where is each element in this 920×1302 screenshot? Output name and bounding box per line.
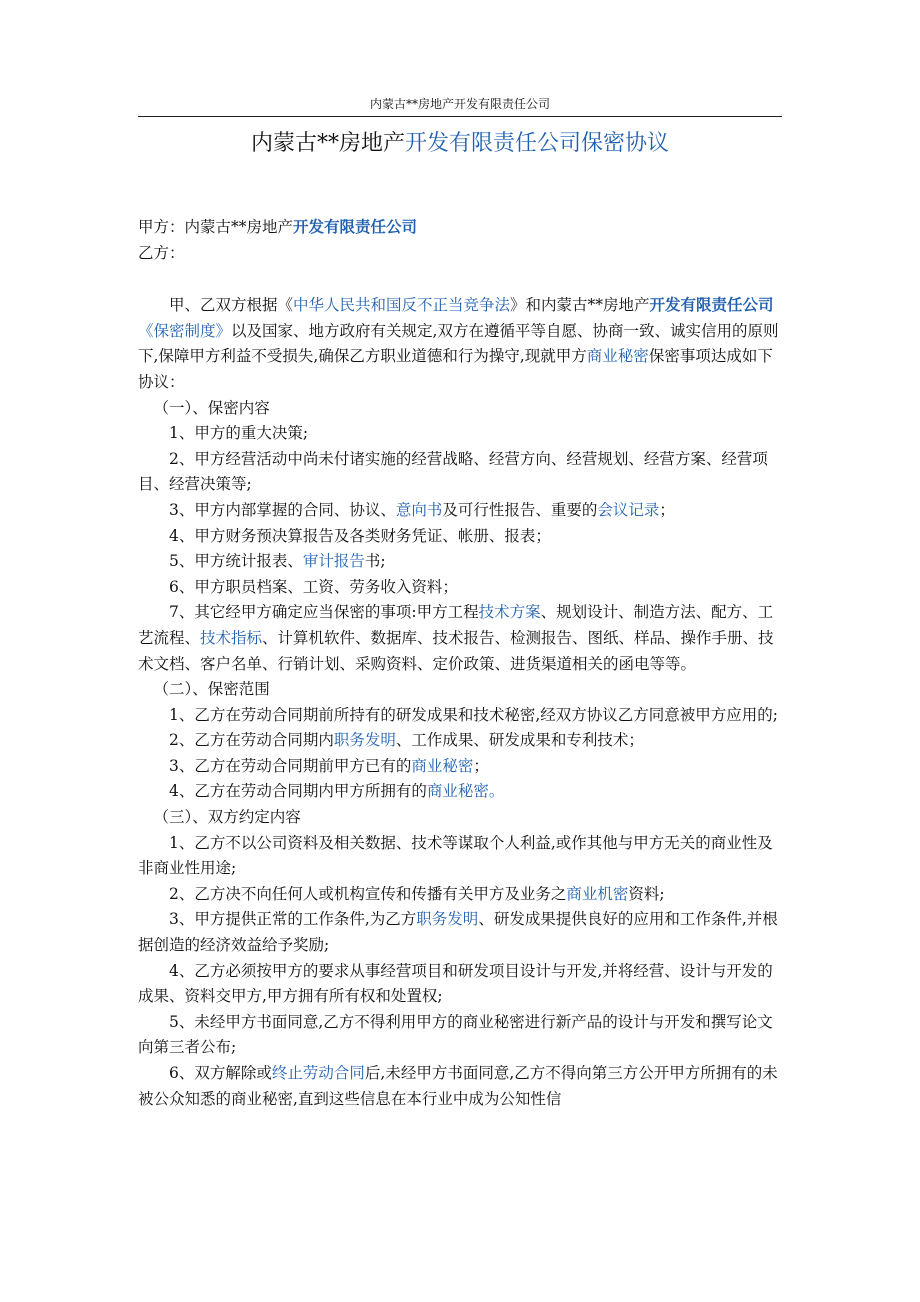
spacer xyxy=(138,266,786,292)
terminate-contract-link[interactable]: 终止劳动合同 xyxy=(271,1064,365,1082)
document-title xyxy=(138,126,782,162)
party-b-line: 乙方： xyxy=(138,243,185,262)
item-text: 7、其它经甲方确定应当保密的事项:甲方工程 xyxy=(169,603,479,622)
item-text: 、规划设计、制造方法、配方、工艺流程、 xyxy=(138,603,774,647)
intro-paragraph xyxy=(138,292,786,395)
item-text: 、工作成果、研发成果和专利技术； xyxy=(395,731,644,750)
section-3-heading: （三）、双方约定内容 xyxy=(153,808,301,827)
page-header: 内蒙古**房地产开发有限责任公司 xyxy=(369,97,550,111)
trade-secret-link[interactable]: 商业秘密 xyxy=(411,756,474,775)
title-link[interactable]: 开发有限责任公司保密协议 xyxy=(405,131,670,156)
intro-text-3: 以及国家、地方政府有关规定,双方在遵循平等自愿、协商一致、诚实信用的原则下,保障甲方利益不受损失,确保乙方职业道德和行为操守,现就甲方 xyxy=(138,321,779,366)
section-1-item-5 xyxy=(138,549,786,575)
item-text: 4、乙方在劳动合同期内甲方所拥有的 xyxy=(169,782,427,801)
section-1-item-2: 2、甲方经营活动中尚未付诸实施的经营战略、经营方向、经营规划、经营方案、经营项目、经营决策等; xyxy=(138,449,768,494)
item-text: 书; xyxy=(364,552,386,571)
party-a-label: 甲方：内蒙古**房地产 xyxy=(138,218,294,236)
technical-index-link[interactable]: 技术指标 xyxy=(200,628,263,647)
intro-text-2: 》和内蒙古**房地产 xyxy=(510,296,650,315)
item-text: 3、甲方内部掌握的合同、协议、 xyxy=(169,500,396,519)
title-part-1: 内蒙古**房地产 xyxy=(250,131,405,156)
business-secret-link[interactable]: 商业机密 xyxy=(566,884,629,903)
audit-report-link[interactable]: 审计报告 xyxy=(302,552,365,571)
item-text: 3、乙方在劳动合同期前甲方已有的 xyxy=(169,756,412,775)
section-3-item-1: 1、乙方不以公司资料及相关数据、技术等谋取个人利益,或作其他与甲方无关的商业性及非商业性用途; xyxy=(138,833,773,878)
meeting-minutes-link[interactable]: 会议记录 xyxy=(597,500,660,519)
section-1-item-1: 1、甲方的重大决策; xyxy=(169,424,309,443)
company-link[interactable]: 开发有限责任公司 xyxy=(649,295,774,315)
item-text: 及可行性报告、重要的 xyxy=(442,500,598,519)
section-2-heading: （二）、保密范围 xyxy=(153,680,270,699)
party-a-line xyxy=(138,214,786,241)
section-1-item-3 xyxy=(138,498,786,524)
item-text: ； xyxy=(659,500,675,519)
section-1-heading: （一）、保密内容 xyxy=(153,398,270,417)
party-a-link[interactable]: 开发有限责任公司 xyxy=(293,217,418,236)
section-3-item-4: 4、乙方必须按甲方的要求从事经营项目和研发项目设计与开发,并将经营、设计与开发的成果、资料交甲方,甲方拥有所有权和处置权; xyxy=(138,961,773,1006)
item-text: 3、甲方提供正常的工作条件,为乙方 xyxy=(169,910,417,929)
section-2-item-4 xyxy=(138,779,786,805)
technical-plan-link[interactable]: 技术方案 xyxy=(478,603,541,622)
trade-secret-link[interactable]: 商业秘密。 xyxy=(426,782,505,801)
section-2-item-1: 1、乙方在劳动合同期前所持有的研发成果和技术秘密,经双方协议乙方同意被甲方应用的; xyxy=(169,705,779,724)
intro-text-1: 甲、乙双方根据《 xyxy=(169,296,294,315)
section-3-item-5: 5、未经甲方书面同意,乙方不得利用甲方的商业秘密进行新产品的设计与开发和撰写论文向第三者公布; xyxy=(138,1012,773,1057)
section-3-item-6 xyxy=(138,1061,786,1112)
section-2-item-2 xyxy=(138,728,786,754)
section-3-item-2 xyxy=(138,882,786,908)
item-text: 2、乙方决不向任何人或机构宣传和传播有关甲方及业务之 xyxy=(169,884,567,903)
item-text: 6、双方解除或 xyxy=(169,1064,272,1082)
item-text: 后,未经甲方书面同意,乙方不得向第三方公开甲方所拥有的未被公众知悉的商业秘密,直到这些信息在本行业中成为公知性信 xyxy=(138,1064,778,1108)
section-3-item-3 xyxy=(138,907,786,958)
document-body xyxy=(138,214,786,1112)
section-1-item-7 xyxy=(138,600,786,677)
item-text: ； xyxy=(473,756,489,775)
item-text: 资料; xyxy=(628,884,665,903)
law-link[interactable]: 中华人民共和国反不正当竞争法 xyxy=(293,296,511,315)
item-text: 、计算机软件、数据库、技术报告、检测报告、图纸、样品、操作手册、技术文档、客户名单、行销计划、采购资料、定价政策、进货渠道相关的函电等等。 xyxy=(138,628,774,673)
section-1-item-6: 6、甲方职员档案、工资、劳务收入资料； xyxy=(169,577,458,596)
service-invention-link[interactable]: 职务发明 xyxy=(333,731,396,750)
letter-of-intent-link[interactable]: 意向书 xyxy=(395,500,443,519)
item-text: 2、乙方在劳动合同期内 xyxy=(169,731,334,750)
policy-link[interactable]: 《保密制度》 xyxy=(138,321,232,340)
header-divider xyxy=(138,116,782,117)
section-1-item-4: 4、甲方财务预决算报告及各类财务凭证、帐册、报表； xyxy=(169,526,551,545)
section-2-item-3 xyxy=(138,754,786,780)
intro-text-4: 保密事项达成如下协议： xyxy=(138,347,773,391)
service-invention-link[interactable]: 职务发明 xyxy=(416,910,479,929)
item-text: 、研发成果提供良好的应用和工作条件,并根据创造的经济效益给予奖励; xyxy=(138,910,778,955)
trade-secret-link[interactable]: 商业秘密 xyxy=(586,347,649,366)
item-text: 5、甲方统计报表、 xyxy=(169,552,303,571)
